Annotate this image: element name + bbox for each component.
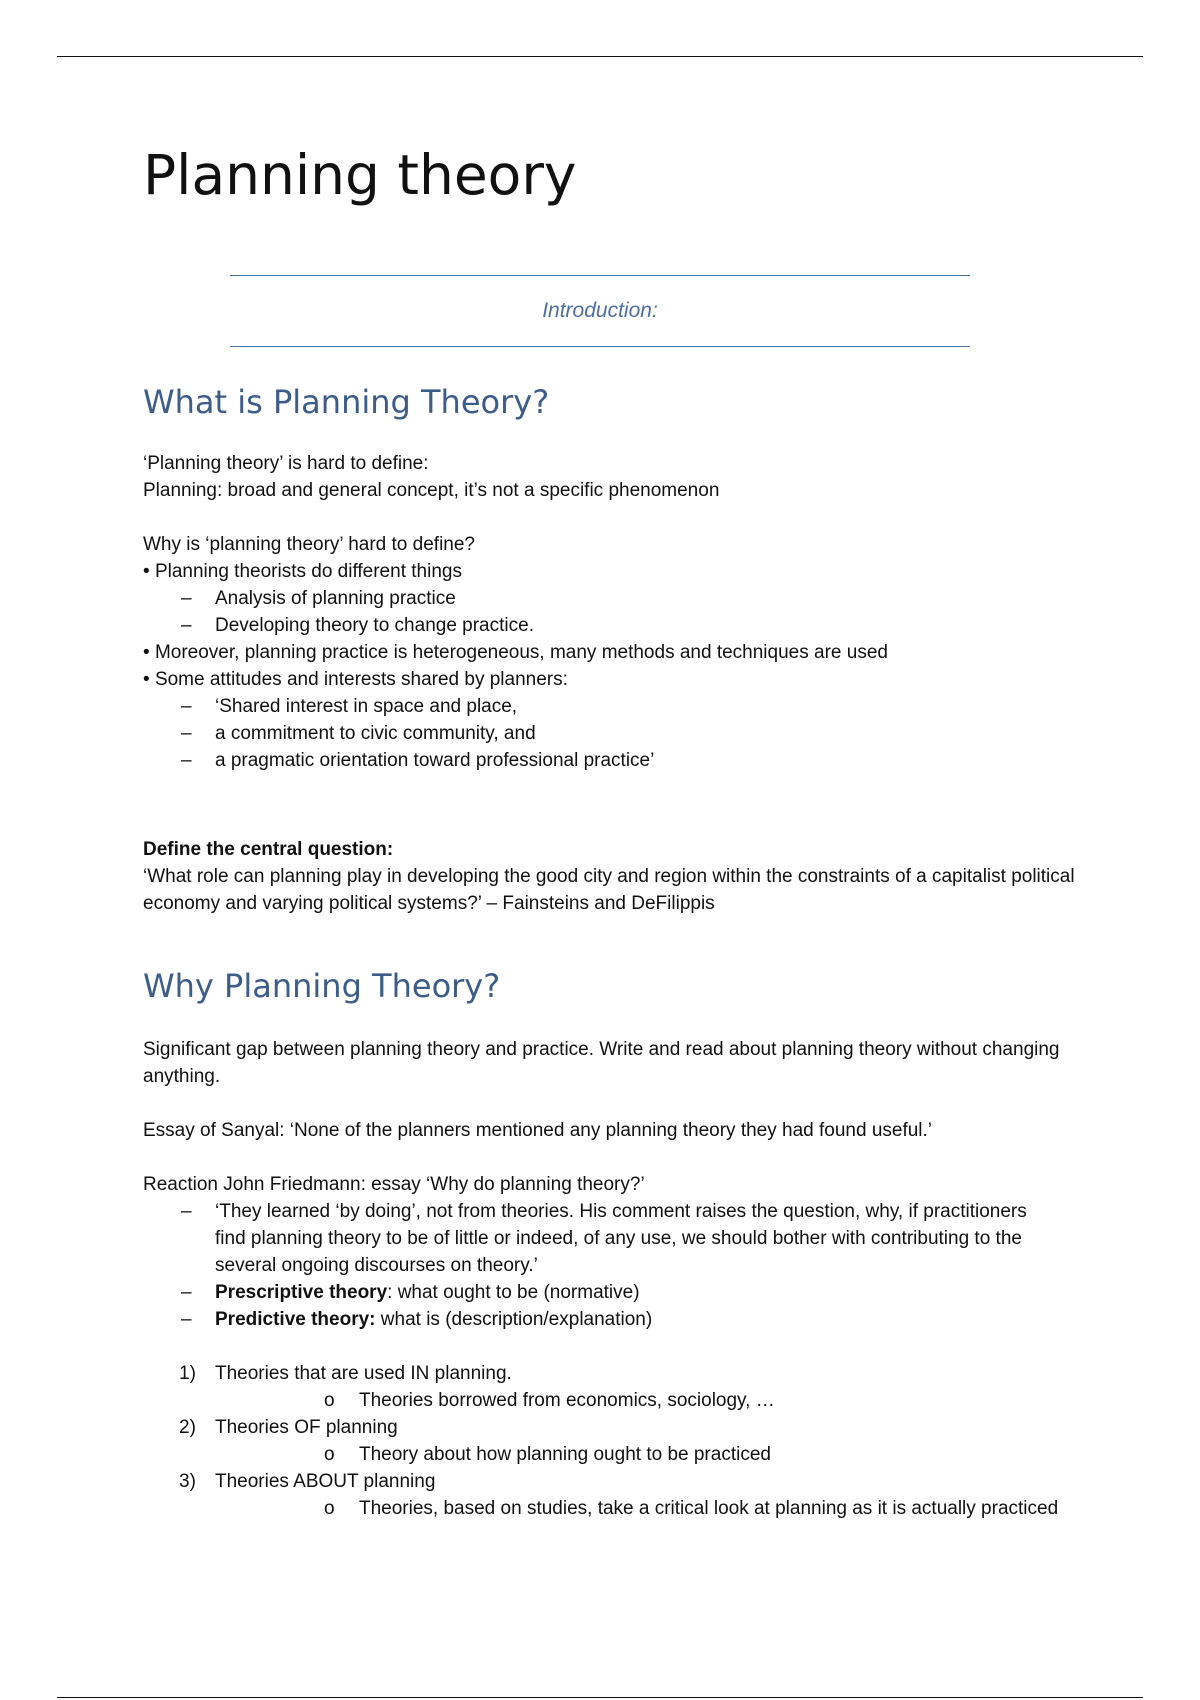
dash-item — [143, 720, 1103, 747]
dash-text: Developing theory to change practice. — [215, 615, 534, 636]
paragraph-line: Essay of Sanyal: ‘None of the planners mentioned any planning theory they had found useful.’ — [143, 1120, 933, 1141]
dash-item — [143, 1306, 1103, 1333]
dash-item — [143, 585, 1103, 612]
section-what-body — [143, 450, 1103, 774]
page-bottom-rule — [57, 1697, 1143, 1698]
numbered-item — [143, 1360, 1103, 1387]
dash-mark: – — [181, 723, 192, 744]
dash-text: a pragmatic orientation toward professional practice’ — [215, 750, 655, 771]
paragraph-line: Reaction John Friedmann: essay ‘Why do planning theory?’ — [143, 1174, 645, 1195]
paragraph-line: ‘Planning theory’ is hard to define: — [143, 453, 429, 474]
sub-item — [143, 1387, 1103, 1414]
intro-banner — [230, 275, 970, 347]
sub-item — [143, 1495, 1059, 1522]
dash-text: ‘Shared interest in space and place, — [215, 696, 518, 717]
sub-mark: o — [324, 1444, 335, 1465]
numbered-item — [143, 1414, 1103, 1441]
page-top-rule — [57, 56, 1143, 57]
dash-text-bold: Prescriptive theory — [215, 1282, 388, 1303]
paragraph-line: Why is ‘planning theory’ hard to define? — [143, 534, 475, 555]
dash-text: what is (description/explanation) — [375, 1309, 653, 1330]
intro-label: Introduction: — [542, 299, 658, 322]
dash-mark: – — [181, 1282, 192, 1303]
dash-mark: – — [181, 1201, 192, 1222]
dash-mark: – — [181, 1309, 192, 1330]
dash-mark: – — [181, 696, 192, 717]
dash-text-bold: Predictive theory: — [215, 1309, 376, 1330]
numbered-item — [143, 1468, 1103, 1495]
bullet-item — [143, 558, 1103, 585]
bullet-text: Some attitudes and interests shared by planners: — [154, 669, 568, 690]
dash-text: ‘They learned ‘by doing’, not from theories. His comment raises the question, why, if practitioners find planning theory to be of little or indeed, of any use, we should bother with contributing to the several ongoing discourses on theory.’ — [215, 1201, 1027, 1276]
bullet-item — [143, 666, 1103, 693]
number-mark: 2) — [179, 1417, 196, 1438]
section-why-body — [143, 1036, 1103, 1522]
numbered-text: Theories ABOUT planning — [215, 1471, 436, 1492]
central-question-label: Define the central question: — [143, 839, 394, 860]
bullet-mark: • — [143, 669, 150, 690]
bullet-mark: • — [143, 561, 150, 582]
sub-text: Theory about how planning ought to be practiced — [359, 1444, 771, 1465]
dash-text: : what ought to be (normative) — [387, 1282, 640, 1303]
bullet-text: Planning theorists do different things — [154, 561, 462, 582]
dash-text: a commitment to civic community, and — [215, 723, 536, 744]
section-heading-why: Why Planning Theory? — [143, 967, 501, 1005]
document-title: Planning theory — [143, 143, 577, 207]
number-mark: 3) — [179, 1471, 196, 1492]
numbered-text: Theories OF planning — [215, 1417, 398, 1438]
dash-item — [143, 1198, 1031, 1279]
sub-text: Theories, based on studies, take a critical look at planning as it is actually practiced — [359, 1498, 1059, 1519]
sub-item — [143, 1441, 1103, 1468]
central-question — [143, 836, 1103, 917]
dash-text: Analysis of planning practice — [215, 588, 456, 609]
dash-item — [143, 693, 1103, 720]
central-question-quote: ‘What role can planning play in developing the good city and region within the constraints of a capitalist political economy and varying political systems?’ – Fainsteins and DeFilippis — [143, 866, 1075, 914]
number-mark: 1) — [179, 1363, 196, 1384]
dash-mark: – — [181, 750, 192, 771]
dash-item — [143, 1279, 1103, 1306]
dash-mark: – — [181, 588, 192, 609]
dash-item — [143, 747, 1103, 774]
bullet-text: Moreover, planning practice is heterogeneous, many methods and techniques are used — [154, 642, 888, 663]
sub-mark: o — [324, 1390, 335, 1411]
section-heading-what: What is Planning Theory? — [143, 383, 550, 421]
sub-text: Theories borrowed from economics, sociology, … — [359, 1390, 775, 1411]
dash-item — [143, 612, 1103, 639]
numbered-text: Theories that are used IN planning. — [215, 1363, 512, 1384]
bullet-mark: • — [143, 642, 150, 663]
paragraph: Significant gap between planning theory and practice. Write and read about planning theory without changing anything. — [143, 1039, 1060, 1087]
sub-mark: o — [324, 1498, 335, 1519]
bullet-item — [143, 639, 1103, 666]
dash-mark: – — [181, 615, 192, 636]
paragraph-line: Planning: broad and general concept, it’s not a specific phenomenon — [143, 480, 720, 501]
